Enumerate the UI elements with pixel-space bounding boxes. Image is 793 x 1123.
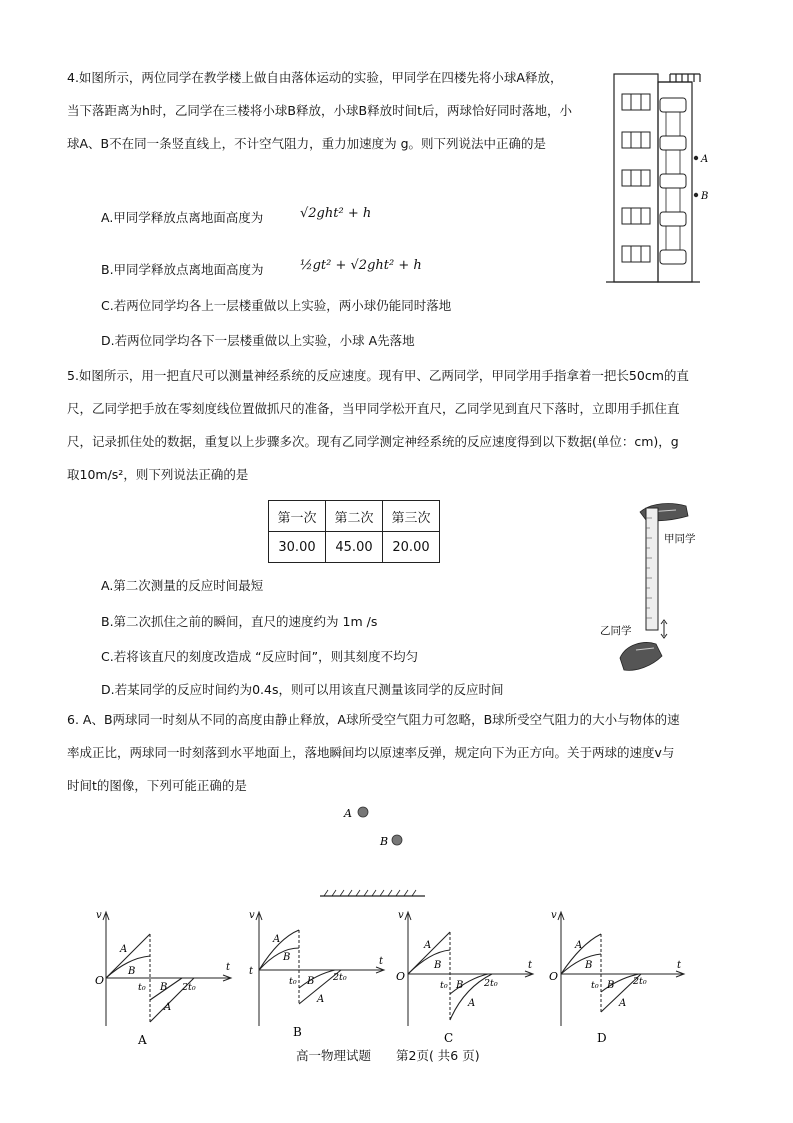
q5-option-b: B.第二次抓住之前的瞬间，直尺的速度约为 1m /s xyxy=(101,614,378,629)
building-label-b: B xyxy=(701,191,709,202)
table-value-cell: 45.00 xyxy=(326,532,383,563)
graph-choice-label: A xyxy=(138,1033,147,1047)
yi-label: 乙同学 xyxy=(600,625,632,637)
graph-curve-label-b2: B xyxy=(607,980,615,991)
q4-formula-a: √2ght² + h xyxy=(300,206,372,221)
q5-stem-line-4: 取10m/s²，则下列说法正确的是 xyxy=(67,467,249,482)
graph-t-label: t xyxy=(226,962,231,973)
q4-option-d: D.若两位同学均各下一层楼重做以上实验，小球 A先落地 xyxy=(101,333,415,348)
graph-choice-label: B xyxy=(293,1025,302,1039)
graph-v-label: v xyxy=(249,910,255,921)
ball-b-marker xyxy=(694,193,698,197)
graph-t0-label: t₀ xyxy=(289,976,297,987)
building-label-a: A xyxy=(701,154,709,165)
page-footer: 高一物理试题 第2页( 共6 页) xyxy=(296,1048,480,1063)
ruler-figure xyxy=(596,498,726,678)
graph-origin-label: O xyxy=(95,974,105,987)
ball-label-a: A xyxy=(344,807,352,820)
graph-curve-label-b2: B xyxy=(307,976,315,987)
ball-b-icon xyxy=(392,835,402,845)
q5-option-c: C.若将该直尺的刻度改造成 “反应时间”，则其刻度不均匀 xyxy=(101,649,419,664)
table-value-cell: 20.00 xyxy=(383,532,440,563)
q4-stem-line-3: 球A、B不在同一条竖直线上，不计空气阻力，重力加速度为 g。则下列说法中正确的是 xyxy=(67,136,547,151)
graph-origin-label: O xyxy=(396,970,406,983)
graph-2t0-label: 2t₀ xyxy=(182,982,196,993)
graph-choice-label: C xyxy=(444,1031,454,1045)
graph-t0-label: t₀ xyxy=(440,980,448,991)
graph-curve-label-b: B xyxy=(434,960,442,971)
graph-choice-b xyxy=(243,908,393,1048)
table-header-cell: 第一次 xyxy=(269,501,326,532)
jia-label: 甲同学 xyxy=(664,533,696,545)
q5-stem-line-1: 5.如图所示，用一把直尺可以测量神经系统的反应速度。现有甲、乙两同学，甲同学用手指拿着一把长50cm的直 xyxy=(67,368,689,383)
ball-a-icon xyxy=(358,807,368,817)
graph-curve-label-b: B xyxy=(585,960,593,971)
graph-choice-a xyxy=(90,908,240,1048)
q5-stem-line-3: 尺，记录抓住处的数据，重复以上步骤多次。现有乙同学测定神经系统的反应速度得到以下数据(单位：cm)，g xyxy=(67,434,679,449)
graph-t-label-left: t xyxy=(249,966,254,977)
q5-option-d: D.若某同学的反应时间约为0.4s，则可以用该直尺测量该同学的反应时间 xyxy=(101,682,504,697)
table-header-row xyxy=(269,501,440,532)
graph-choice-c xyxy=(392,908,542,1048)
q6-stem-line-3: 时间t的图像，下列可能正确的是 xyxy=(67,778,247,793)
graph-t-label: t xyxy=(528,960,533,971)
graph-curve-label-b: B xyxy=(128,966,136,977)
graph-curve-label-a2: A xyxy=(164,1002,172,1013)
graph-curve-label-b: B xyxy=(283,952,291,963)
ruler-icon xyxy=(646,508,658,630)
graph-curve-label-a2: A xyxy=(468,998,476,1009)
graph-t-label: t xyxy=(379,956,384,967)
q4-option-b: B.甲同学释放点离地面高度为 xyxy=(101,262,264,277)
graph-t-label: t xyxy=(677,960,682,971)
ball-label-b: B xyxy=(380,835,389,848)
q6-stem-line-1: 6. A、B两球同一时刻从不同的高度由静止释放，A球所受空气阻力可忽略，B球所受空气阻力的大小与物体的速 xyxy=(67,712,680,727)
graph-2t0-label: 2t₀ xyxy=(484,978,498,989)
graph-v-label: v xyxy=(398,910,404,921)
graph-curve-label-a2: A xyxy=(619,998,627,1009)
q6-stem-line-2: 率成正比，两球同一时刻落到水平地面上，落地瞬间均以原速率反弹，规定向下为正方向。关于两球的速度v与 xyxy=(67,745,675,760)
q4-option-a: A.甲同学释放点离地面高度为 xyxy=(101,210,264,225)
graph-2t0-label: 2t₀ xyxy=(633,976,647,987)
q4-stem-line-1: 4.如图所示，两位同学在教学楼上做自由落体运动的实验，甲同学在四楼先将小球A释放， xyxy=(67,70,563,85)
reaction-data-table xyxy=(268,500,440,563)
graph-t0-label: t₀ xyxy=(138,982,146,993)
graph-v-label: v xyxy=(551,910,557,921)
graph-origin-label: O xyxy=(549,970,559,983)
graph-curve-label-a: A xyxy=(120,944,128,955)
table-header-cell: 第三次 xyxy=(383,501,440,532)
graph-curve-label-a: A xyxy=(424,940,432,951)
q4-option-c: C.若两位同学均各上一层楼重做以上实验，两小球仍能同时落地 xyxy=(101,298,452,313)
q4-stem-line-2: 当下落距离为h时，乙同学在三楼将小球B释放，小球B释放时间t后，两球恰好同时落地，小 xyxy=(67,103,572,118)
graph-curve-label-b2: B xyxy=(160,982,168,993)
falling-balls-figure xyxy=(300,790,460,910)
table-value-cell: 30.00 xyxy=(269,532,326,563)
bottom-hand-icon xyxy=(620,643,662,671)
q5-stem-line-2: 尺，乙同学把手放在零刻度线位置做抓尺的准备，当甲同学松开直尺，乙同学见到直尺下落时，立即用手抓住直 xyxy=(67,401,680,416)
graph-curve-label-a2: A xyxy=(317,994,325,1005)
q4-formula-b: ½gt² + √2ght² + h xyxy=(300,258,422,273)
table-value-row xyxy=(269,532,440,563)
graph-choice-d xyxy=(545,908,695,1048)
graph-curve-label-b2: B xyxy=(456,980,464,991)
graph-v-label: v xyxy=(96,910,102,921)
graph-t0-label: t₀ xyxy=(591,980,599,991)
graph-curve-label-a: A xyxy=(575,940,583,951)
graph-choice-label: D xyxy=(597,1031,607,1045)
table-header-cell: 第二次 xyxy=(326,501,383,532)
ball-a-marker xyxy=(694,156,698,160)
q5-option-a: A.第二次测量的反应时间最短 xyxy=(101,578,264,593)
graph-2t0-label: 2t₀ xyxy=(333,972,347,983)
building-figure xyxy=(600,68,730,288)
graph-curve-label-a: A xyxy=(273,934,281,945)
